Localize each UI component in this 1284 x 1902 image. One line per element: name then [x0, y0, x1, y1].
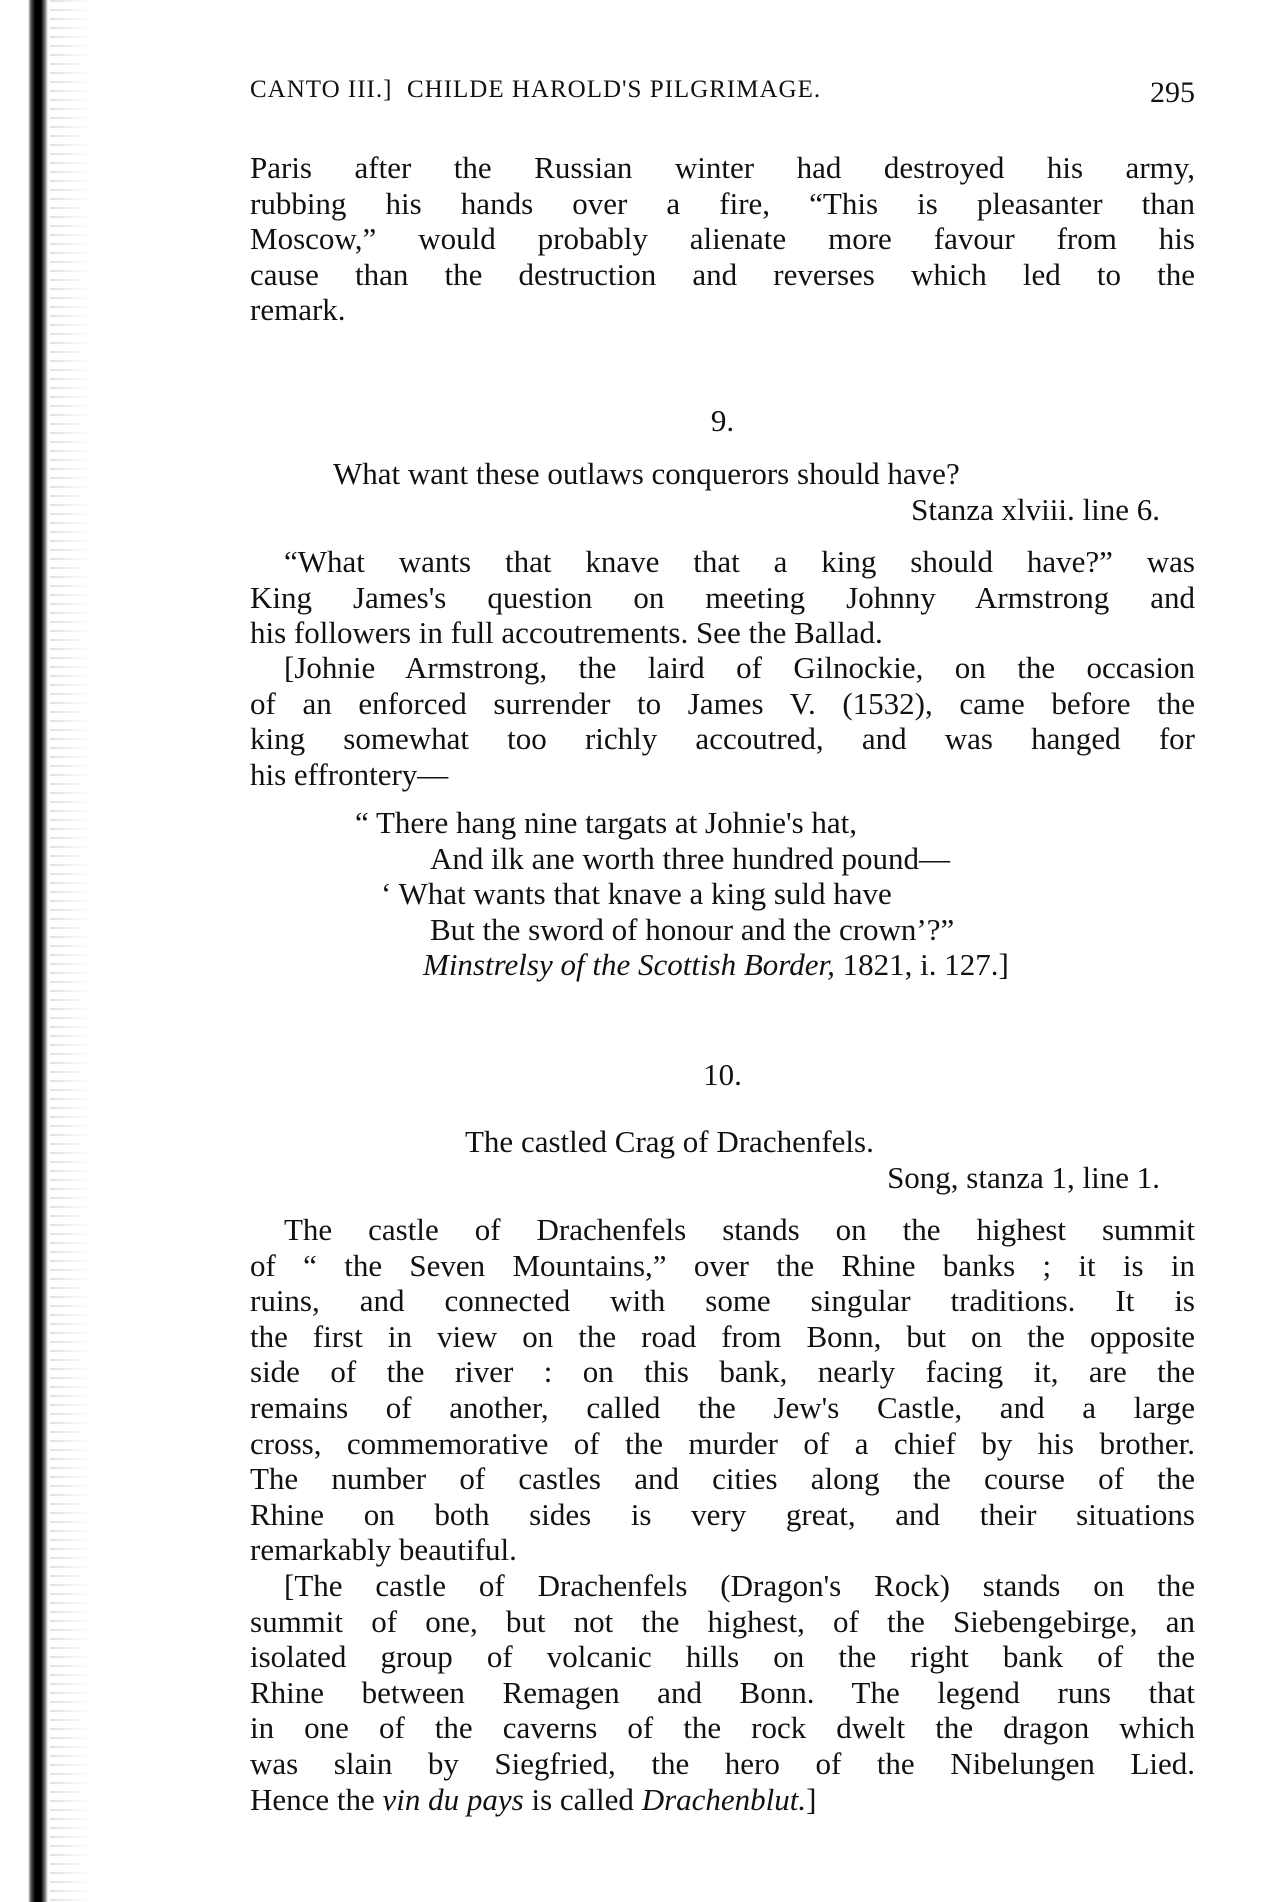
text-line: King James's question on meeting Johnny Armstrong and	[250, 579, 1195, 615]
text-line: [The castle of Drachenfels (Dragon's Rock) stands on the	[284, 1568, 1195, 1603]
binding-shadow	[50, 0, 90, 1902]
text-line: The number of castles and cities along the course of the	[250, 1461, 1195, 1497]
poem-line: And ilk ane worth three hundred pound—	[430, 840, 950, 876]
text-line: king somewhat too richly accoutred, and was hanged for	[250, 721, 1195, 757]
running-title: CHILDE HAROLD'S PILGRIMAGE.	[406, 76, 822, 103]
note-10-paragraph	[250, 1212, 1195, 1568]
text-line: ruins, and connected with some singular traditions. It is	[250, 1283, 1195, 1319]
poem-line: But the sword of honour and the crown’?”	[430, 911, 955, 947]
verse-reference: Song, stanza 1, line 1.	[887, 1159, 1160, 1195]
text-line: Moscow,” would probably alienate more favour from his	[250, 221, 1195, 257]
text-span: is called	[523, 1781, 642, 1817]
text-line: summit of one, but not the highest, of the Siebengebirge, an	[250, 1603, 1195, 1639]
note-number-10: 10.	[703, 1057, 742, 1092]
text-line: of “ the Seven Mountains,” over the Rhine banks ; it is in	[250, 1247, 1195, 1283]
text-line: remains of another, called the Jew's Castle, and a large	[250, 1389, 1195, 1425]
verse-quote: What want these outlaws conquerors should have?	[333, 456, 960, 491]
text-line: The castle of Drachenfels stands on the highest summit	[284, 1212, 1195, 1247]
text-line: [Johnie Armstrong, the laird of Gilnockie, on the occasion	[284, 650, 1195, 685]
running-header	[250, 76, 1195, 110]
text-line: the first in view on the road from Bonn, but on the opposite	[250, 1318, 1195, 1354]
text-line: remarkably beautiful.	[250, 1532, 517, 1568]
text-line: cause than the destruction and reverses which led to the	[250, 256, 1195, 292]
citation	[250, 947, 1195, 983]
closing-bracket: ]	[806, 1781, 817, 1817]
ballad-quotation	[250, 805, 1195, 983]
italic-term: Drachenblut.	[641, 1781, 807, 1817]
poem-line: ‘ What wants that knave a king suld have	[381, 876, 892, 912]
text-span: Hence the	[250, 1781, 383, 1817]
poem-line: “ There hang nine targats at Johnie's hat,	[355, 805, 858, 840]
note-9-verse	[250, 456, 1195, 527]
text-line: cross, commemorative of the murder of a chief by his brother.	[250, 1425, 1195, 1461]
text-line: was slain by Siegfried, the hero of the Nibelungen Lied.	[250, 1745, 1195, 1781]
text-line: Paris after the Russian winter had destroyed his army,	[250, 150, 1195, 185]
book-binding-edge	[28, 0, 48, 1902]
text-line: “What wants that knave that a king should have?” was	[284, 544, 1195, 579]
text-line: of an enforced surrender to James V. (1532), came before the	[250, 685, 1195, 721]
text-line: Rhine between Remagen and Bonn. The legend runs that	[250, 1674, 1195, 1710]
text-line: his effrontery—	[250, 756, 449, 792]
text-line: isolated group of volcanic hills on the right bank of the	[250, 1639, 1195, 1675]
note-9-bracket-paragraph	[250, 650, 1195, 792]
text-line: in one of the caverns of the rock dwelt the dragon which	[250, 1710, 1195, 1746]
note-10-bracket-paragraph	[250, 1568, 1195, 1817]
verse-quote: The castled Crag of Drachenfels.	[465, 1124, 874, 1159]
text-line: rubbing his hands over a fire, “This is pleasanter than	[250, 185, 1195, 221]
citation-title: Minstrelsy of the Scottish Border,	[423, 947, 835, 983]
page-number: 295	[1150, 76, 1195, 109]
text-line	[250, 1782, 1195, 1818]
italic-term: vin du pays	[382, 1781, 524, 1817]
text-line: remark.	[250, 292, 346, 328]
note-number-9: 9.	[710, 403, 735, 438]
citation-details: 1821, i. 127.]	[834, 947, 1009, 983]
note-9-paragraph	[250, 544, 1195, 651]
canto-label: CANTO III.]	[250, 76, 393, 103]
verse-reference: Stanza xlviii. line 6.	[911, 491, 1160, 527]
note-10-verse	[250, 1124, 1195, 1195]
text-line: side of the river : on this bank, nearly facing it, are the	[250, 1354, 1195, 1390]
paragraph-continued	[250, 150, 1195, 328]
text-line: Rhine on both sides is very great, and their situations	[250, 1496, 1195, 1532]
text-line: his followers in full accoutrements. See the Ballad.	[250, 615, 883, 651]
